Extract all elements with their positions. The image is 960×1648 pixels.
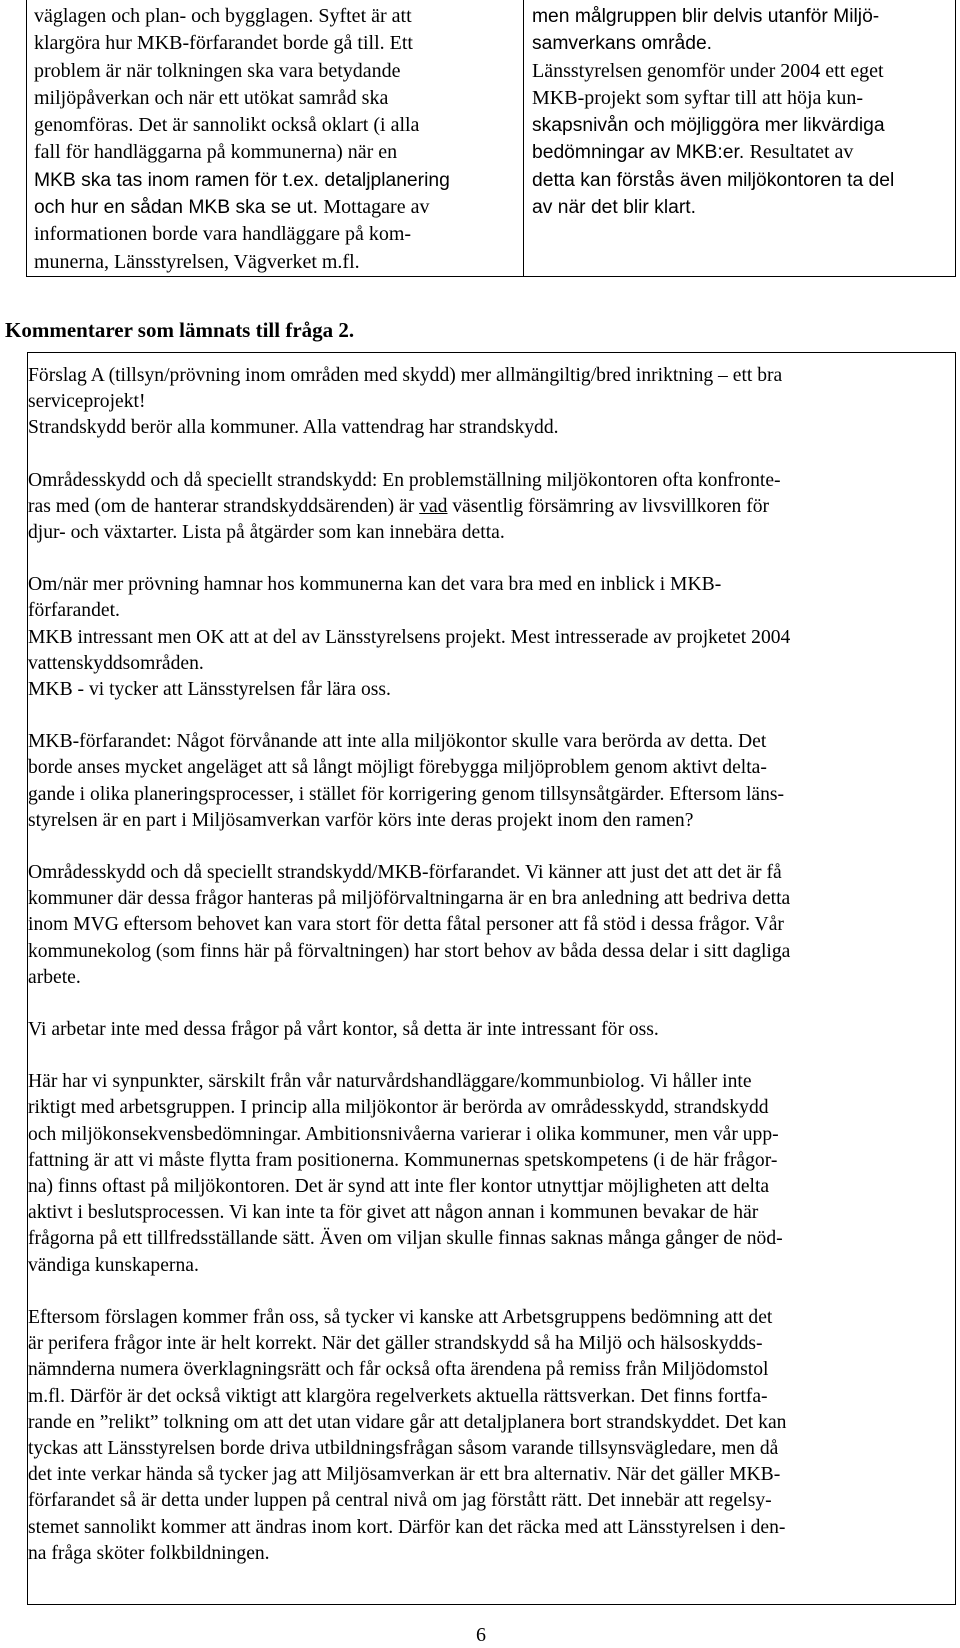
text-line <box>28 729 957 755</box>
text-line <box>28 1253 957 1279</box>
section-heading: Kommentarer som lämnats till fråga 2. <box>5 318 355 342</box>
text-run: MKB ska tas inom ramen för t.ex. detaljplanering <box>34 169 450 191</box>
text-run: kommuner där dessa frågor hanteras på miljöförvaltningarna är en bra anledning att bedriva detta <box>28 888 791 910</box>
text-run: detta kan förstås även miljökontoren ta del <box>532 169 895 191</box>
text-run: Strandskydd berör alla kommuner. Alla vattendrag har strandskydd. <box>28 417 559 439</box>
text-run: klargöra hur MKB-förfarandet borde gå till. Ett <box>34 32 413 55</box>
text-run: Förslag A (tillsyn/prövning inom områden med skydd) mer allmängiltig/bred inriktning – ett bra <box>28 365 783 386</box>
text-run: fattning är att vi måste flytta fram positionerna. Kommunernas spetskompetens (i de här frågor- <box>28 1149 778 1171</box>
text-line <box>28 886 957 912</box>
text-line <box>532 112 950 139</box>
text-run: fall för handläggarna på kommunerna) när en <box>34 141 398 164</box>
text-line <box>28 1384 957 1410</box>
text-line <box>28 572 957 598</box>
text-line <box>28 389 957 415</box>
text-line <box>28 651 957 677</box>
text-run: miljöpåverkan och när ett utökat samråd ska <box>34 86 389 109</box>
text-run: MKB-förfarandet: Något förvånande att inte alla miljökontor skulle vara berörda av detta. Det <box>28 731 767 753</box>
text-line <box>532 3 950 30</box>
paragraph-gap <box>28 834 957 860</box>
text-line <box>532 85 950 112</box>
text-run: rande en ”relikt” tolkning om att det utan vidare går att detaljplanera bort strandskyddet. Det kan <box>28 1411 787 1433</box>
text-line <box>28 1488 957 1514</box>
text-run: Länsstyrelsen genomför under 2004 ett eget <box>532 59 884 82</box>
text-line <box>28 1331 957 1357</box>
text-line <box>34 194 516 221</box>
text-run: och hur en sådan MKB ska se ut. <box>34 197 324 219</box>
text-line <box>34 167 516 194</box>
text-run: djur- och växtarter. Lista på åtgärder som kan innebära detta. <box>28 522 505 544</box>
text-line <box>28 468 957 494</box>
text-run: frågorna på ett tillfredsställande sätt. Även om viljan skulle finnas saknas många gånger de nöd- <box>28 1228 783 1250</box>
text-run: gande i olika planeringsprocesser, i stället för korrigering genom tillsynsåtgärder. Eftersom läns- <box>28 783 785 805</box>
comment-paragraph <box>28 1069 957 1279</box>
text-run: serviceprojekt! <box>28 391 146 413</box>
text-line <box>34 3 516 30</box>
text-run: och miljökonsekvensbedömningar. Ambitionsnivåerna varierar i olika kommuner, men vår upp- <box>28 1123 779 1145</box>
text-line <box>28 625 957 651</box>
text-line <box>28 912 957 938</box>
table-cell-right <box>532 3 950 221</box>
text-run: vändiga kunskaperna. <box>28 1254 199 1276</box>
text-run: nämnderna numera överklagningsrätt och får också ofta ärendena på remiss från Miljödomstol <box>28 1359 769 1381</box>
comments-box <box>27 352 956 1605</box>
comment-paragraph <box>28 860 957 991</box>
comment-paragraph <box>28 363 957 442</box>
text-line <box>28 1017 957 1043</box>
text-line <box>28 1122 957 1148</box>
text-run: stemet sannolikt kommer att ändras inom kort. Därför kan det räcka med att Länsstyrelsen i den- <box>28 1516 786 1538</box>
text-line <box>28 363 957 389</box>
text-run: problem är när tolkningen ska vara betydande <box>34 59 401 82</box>
text-line <box>28 1069 957 1095</box>
text-line <box>28 939 957 965</box>
text-run: MKB intressant men OK att at del av Länsstyrelsens projekt. Mest intresserade av projketet 2004 <box>28 626 791 648</box>
text-run: vattenskyddsområden. <box>28 652 204 674</box>
text-line <box>28 415 957 441</box>
text-run: Områdesskydd och då speciellt strandskydd: En problemställning miljökontoren ofta konfronte- <box>28 469 781 491</box>
text-line <box>28 965 957 991</box>
text-run: informationen borde vara handläggare på kom- <box>34 223 412 246</box>
text-run: Vi arbetar inte med dessa frågor på vårt kontor, så detta är inte intressant för oss. <box>28 1019 659 1041</box>
text-run: MKB-projekt som syftar till att höja kun- <box>532 86 864 109</box>
text-line <box>34 139 516 166</box>
text-run: inom MVG eftersom behovet kan vara stort för detta fåtal personer att få stöd i dessa frågor. Vår <box>28 914 784 936</box>
text-run: Här har vi synpunkter, särskilt från vår naturvårdshandläggare/kommunbiolog. Vi håller inte <box>28 1071 752 1093</box>
text-line <box>28 677 957 703</box>
text-line <box>532 167 950 194</box>
text-line <box>28 1515 957 1541</box>
text-line <box>34 112 516 139</box>
comment-paragraph <box>28 729 957 834</box>
page-number: 6 <box>476 1624 486 1646</box>
text-run: na fråga sköter folkbildningen. <box>28 1542 270 1564</box>
text-line <box>28 782 957 808</box>
text-line <box>28 808 957 834</box>
text-line <box>28 1462 957 1488</box>
text-line <box>28 1174 957 1200</box>
text-line <box>28 1410 957 1436</box>
paragraph-gap <box>28 703 957 729</box>
text-run: riktigt med arbetsgruppen. I princip alla miljökontor är berörda av områdesskydd, strandskydd <box>28 1097 769 1119</box>
text-run: men målgruppen blir delvis utanför Miljö- <box>532 6 880 27</box>
text-line <box>34 249 516 276</box>
text-run: styrelsen är en part i Miljösamverkan varför körs inte deras projekt inom den ramen? <box>28 809 694 831</box>
comments-text <box>28 363 957 1567</box>
comment-paragraph <box>28 1017 957 1043</box>
text-line <box>34 221 516 248</box>
text-run: skapsnivån och möjliggöra mer likvärdiga <box>532 115 885 137</box>
text-run: Resultatet av <box>749 141 854 164</box>
text-line <box>28 1357 957 1383</box>
text-run: MKB - vi tycker att Länsstyrelsen får lära oss. <box>28 679 391 701</box>
text-run: borde anses mycket angeläget att så långt möjligt förebygga miljöproblem genom aktivt delta- <box>28 757 767 779</box>
text-run: bedömningar av MKB:er. <box>532 142 750 164</box>
text-line <box>28 1226 957 1252</box>
text-run: väsentlig försämring av livsvillkoren för <box>447 495 770 517</box>
text-run: na) finns oftast på miljökontoren. Det är synd att inte fler kontor utnyttjar möjligheten att delta <box>28 1176 770 1198</box>
text-line <box>28 755 957 781</box>
comment-paragraph <box>28 468 957 547</box>
text-line <box>532 139 950 166</box>
text-line <box>34 30 516 57</box>
text-run: aktivt i beslutsprocessen. Vi kan inte ta för givet att någon annan i kommunen bevakar de här <box>28 1202 759 1224</box>
text-run: väglagen och plan- och bygglagen. Syftet är att <box>34 5 412 27</box>
comment-paragraph <box>28 572 957 703</box>
text-run: förfarandet. <box>28 600 120 622</box>
text-line <box>532 30 950 57</box>
text-run: är perifera frågor inte är helt korrekt. När det gäller strandskydd så ha Miljö och hälsoskydds- <box>28 1333 763 1355</box>
text-run: förfarandet så är detta under luppen på central nivå om jag förstått rätt. Det innebär att regelsy- <box>28 1490 772 1512</box>
text-run: Områdesskydd och då speciellt strandskydd/MKB-förfarandet. Vi känner att just det att det är få <box>28 862 782 884</box>
comment-paragraph <box>28 1305 957 1567</box>
text-run: genomföras. Det är sannolikt också oklart (i alla <box>34 114 420 137</box>
text-line <box>28 1200 957 1226</box>
text-line <box>28 1305 957 1331</box>
text-run: munerna, Länsstyrelsen, Vägverket m.fl. <box>34 250 360 273</box>
text-line <box>34 58 516 85</box>
text-run: arbete. <box>28 966 81 988</box>
text-line <box>28 1095 957 1121</box>
text-run: Om/när mer prövning hamnar hos kommunerna kan det vara bra med en inblick i MKB- <box>28 574 722 596</box>
text-run: av när det blir klart. <box>532 197 696 219</box>
text-line <box>532 194 950 221</box>
text-run: m.fl. Därför är det också viktigt att klargöra regelverkets aktuella rättsverkan. Det finns fortfa- <box>28 1385 768 1407</box>
text-run: Mottagare av <box>323 196 430 219</box>
text-line <box>28 860 957 886</box>
underlined-word: vad <box>419 495 448 517</box>
text-run: Eftersom förslagen kommer från oss, så tycker vi kanske att Arbetsgruppens bedömning att det <box>28 1306 773 1328</box>
paragraph-gap <box>28 546 957 572</box>
text-line <box>28 494 957 520</box>
paragraph-gap <box>28 442 957 468</box>
text-line <box>28 1541 957 1567</box>
text-run: kommunekolog (som finns här på förvaltningen) har stort behov av båda dessa delar i sitt dagliga <box>28 940 791 962</box>
text-line <box>28 1436 957 1462</box>
paragraph-gap <box>28 1043 957 1069</box>
paragraph-gap <box>28 1279 957 1305</box>
text-line <box>532 58 950 85</box>
text-line <box>28 598 957 624</box>
table-cell-left <box>34 3 516 276</box>
text-line <box>28 1148 957 1174</box>
text-run: samverkans område. <box>532 33 713 55</box>
text-line <box>34 85 516 112</box>
text-run: tyckas att Länsstyrelsen borde driva utbildningsfrågan såsom varande tillsynsvägledare, men då <box>28 1437 779 1459</box>
table-column-divider <box>523 0 524 276</box>
text-run: det inte verkar hända så tycker jag att Miljösamverkan är ett bra alternativ. När det gäller MKB- <box>28 1464 781 1486</box>
paragraph-gap <box>28 991 957 1017</box>
text-line <box>28 520 957 546</box>
continued-table <box>26 0 956 277</box>
text-run: ras med (om de hanterar strandskyddsärenden) är <box>28 495 420 517</box>
